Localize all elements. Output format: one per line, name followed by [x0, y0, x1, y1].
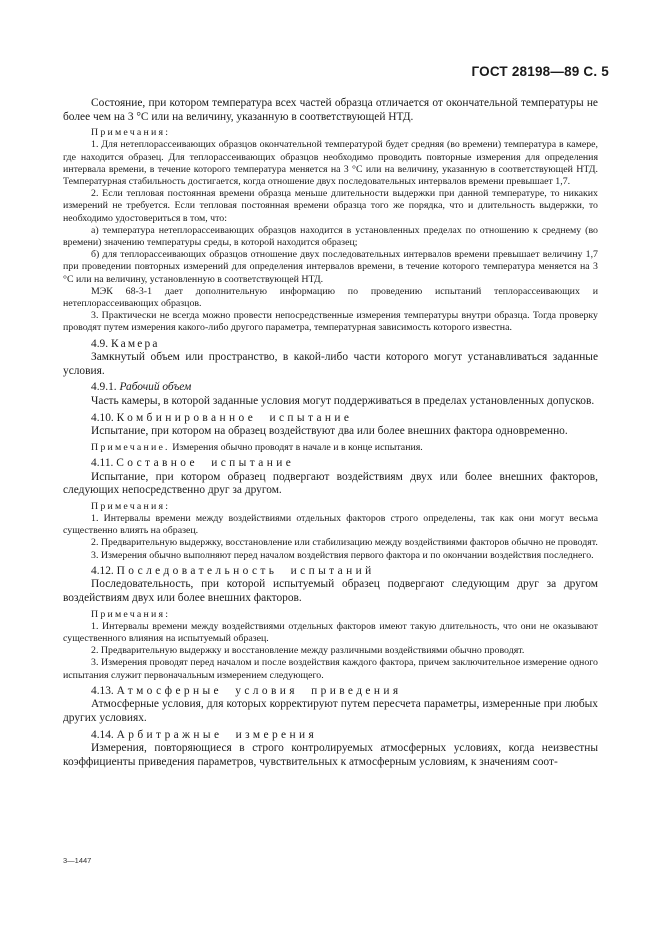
- note-item: 3. Измерения проводят перед началом и после воздействия каждого фактора, причем заключительное измерение одного испытания служит первоначальным измерением следующего.: [63, 657, 598, 681]
- notes-label: Примечания:: [91, 127, 171, 139]
- note-item: 2. Если тепловая постоянная времени образца меньше длительности выдержки при данной температуре, то никаких измерений не требуется. Если тепловая постоянная времени образца того же порядка, что и длительность выдержки, то необходимо удостовериться в том, что:: [63, 188, 598, 224]
- section-text: Испытание, при котором образец подвергают воздействиям двух или более внешних факторов, следующих непосредственно друг за другом.: [63, 470, 598, 497]
- note-item: 1. Интервалы времени между воздействиями отдельных факторов строго определены, так как они могут весьма существенно влиять на образец.: [63, 512, 598, 537]
- page-header: ГОСТ 28198—89 С. 5: [471, 64, 609, 79]
- note-reference: МЭК 68-3-1 дает дополнительную информацию по проведению испытаний теплорассеивающих и нетеплорассеивающих образцов.: [63, 285, 598, 310]
- note-item: 3. Измерения обычно выполняют перед началом воздействия первого фактора и по окончании воздействия последнего.: [91, 549, 594, 561]
- section-heading-4-11: 4.11. Составное испытание: [91, 457, 295, 469]
- section-text: Часть камеры, в которой заданные условия могут поддерживаться в пределах установленных допусков.: [91, 395, 595, 408]
- section-text: Испытание, при котором на образец воздействуют два или более внешних фактора одновременно.: [91, 425, 568, 438]
- note-subitem: а) температура нетеплорассеивающих образцов находится в установленных пределах по отношению к среднему (во времени) значению температуры среды, в которой находится образец;: [63, 224, 598, 249]
- section-heading-4-12: 4.12. Последовательность испытаний: [91, 564, 375, 577]
- note-item: 1. Интервалы времени между воздействиями отдельных факторов имеют такую длительность, что они не оказывают существенного влияния на испытуемый образец.: [63, 620, 598, 644]
- paragraph-definition: Состояние, при котором температура всех частей образца отличается от окончательной температуры не более чем на 3 °С или на величину, указанную в соответствующей НТД.: [63, 97, 598, 123]
- section-text: Атмосферные условия, для которых корректируют путем пересчета параметры, измеренные при любых других условиях.: [63, 698, 598, 724]
- section-text: Измерения, повторяющиеся в строго контролируемых атмосферных условиях, когда неизвестны коэффициенты приведения параметров, чувствительных к атмосферным условиям, к значениям соот-: [63, 742, 598, 768]
- note-item: 1. Для нетеплорассеивающих образцов окончательной температурой будет средняя (во времени) температура в камере, где находится образец. Для теплорассеивающих образцов необходимо проводить повторные измерения для определения интервала времени, в течение которого температура меняется на 3 °С или на величину, указанную в соответствующей НТД. Температурная стабильность достигается, когда отношение двух последовательных интервалов времени превышает 1,7.: [63, 139, 598, 187]
- section-heading-4-10: 4.10. Комбинированное испытание: [91, 411, 353, 424]
- note-item: 2. Предварительную выдержку, восстановление или стабилизацию между воздействиями факторов обычно не проводят.: [91, 537, 598, 549]
- notes-label: Примечания:: [91, 500, 171, 512]
- note-item: 2. Предварительную выдержку и восстановление между различными воздействиями обычно проводят.: [91, 645, 525, 657]
- section-text: Замкнутый объем или пространство, в какой-либо части которого могут устанавливаться заданные условия.: [63, 351, 598, 377]
- document-body: [63, 97, 598, 769]
- note-subitem: б) для теплорассеивающих образцов отношение двух последовательных интервалов времени превышает величину 1,7 при проведении повторных измерений для определения интервалов времени, в течение которого температура меняется на 3 °С или на величину, установленную в соответствующей НТД.: [63, 249, 598, 285]
- section-heading-4-9-1: 4.9.1. Рабочий объем: [91, 381, 192, 394]
- section-heading-4-14: 4.14. Арбитражные измерения: [91, 728, 318, 741]
- note-item: 3. Практически не всегда можно провести непосредственные измерения температуры внутри образца. Тогда проверку проводят путем измерения какого-либо другого параметра, температурная зависимость которого известна.: [63, 310, 598, 334]
- section-text: Последовательность, при которой испытуемый образец подвергают следующим друг за другом воздействиям двух или более внешних факторов.: [63, 578, 598, 604]
- section-heading-4-13: 4.13. Атмосферные условия приведения: [91, 684, 402, 697]
- note-single: Примечание. Измерения обычно проводят в начале и в конце испытания.: [91, 441, 423, 453]
- notes-label: Примечания:: [91, 608, 171, 620]
- section-heading-4-9: 4.9. Камера: [91, 337, 160, 350]
- print-code: 3—1447: [63, 856, 92, 865]
